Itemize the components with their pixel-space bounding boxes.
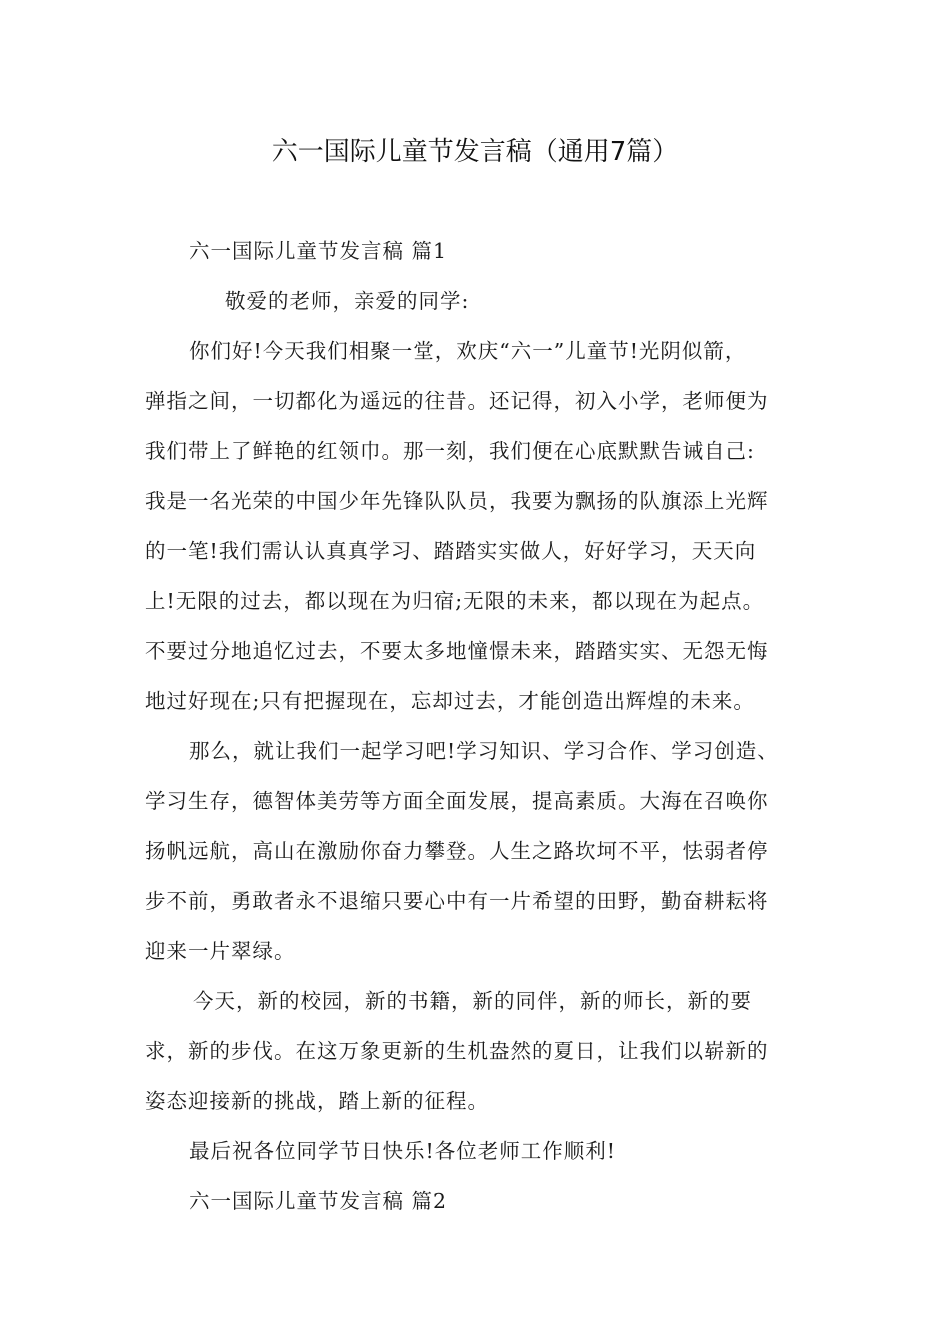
paragraph-line: 步不前，勇敢者永不退缩只要心中有一片希望的田野，勤奋耕耘将 (145, 889, 769, 913)
document-title: 六一国际儿童节发言稿（通用7篇） (271, 137, 679, 167)
section-heading-1: 六一国际儿童节发言稿 篇1 (189, 239, 448, 263)
section-heading-2: 六一国际儿童节发言稿 篇2 (189, 1189, 448, 1213)
paragraph-line: 姿态迎接新的挑战，踏上新的征程。 (145, 1089, 489, 1113)
paragraph-line: 那么，就让我们一起学习吧!学习知识、学习合作、学习创造、 (189, 739, 779, 763)
paragraph-line: 弹指之间，一切都化为遥远的往昔。还记得，初入小学，老师便为 (145, 389, 769, 413)
paragraph-line: 不要过分地追忆过去，不要太多地憧憬未来，踏踏实实、无怨无悔 (145, 639, 769, 663)
paragraph-line: 学习生存，德智体美劳等方面全面发展，提高素质。大海在召唤你 (145, 789, 769, 813)
paragraph-line: 的一笔!我们需认认真真学习、踏踏实实做人，好好学习，天天向 (145, 539, 757, 563)
salutation: 敬爱的老师，亲爱的同学: (225, 289, 470, 313)
paragraph-line: 上!无限的过去，都以现在为归宿;无限的未来，都以现在为起点。 (145, 589, 765, 613)
document-body (145, 226, 805, 1226)
paragraph-line: 你们好!今天我们相聚一堂，欢庆“六一”儿童节!光阴似箭， (189, 339, 747, 363)
paragraph-line: 求，新的步伐。在这万象更新的生机盎然的夏日，让我们以崭新的 (145, 1039, 769, 1063)
paragraph-line: 我是一名光荣的中国少年先锋队队员，我要为飘扬的队旗添上光辉 (145, 489, 769, 513)
paragraph-line: 我们带上了鲜艳的红领巾。那一刻，我们便在心底默默告诫自己: (145, 439, 755, 463)
paragraph-line: 今天，新的校园，新的书籍，新的同伴，新的师长，新的要 (193, 989, 752, 1013)
paragraph-line: 地过好现在;只有把握现在，忘却过去，才能创造出辉煌的未来。 (145, 689, 755, 713)
paragraph-line: 扬帆远航，高山在激励你奋力攀登。人生之路坎坷不平，怯弱者停 (145, 839, 769, 863)
closing-line: 最后祝各位同学节日快乐!各位老师工作顺利! (189, 1139, 616, 1163)
paragraph-line: 迎来一片翠绿。 (145, 939, 296, 963)
